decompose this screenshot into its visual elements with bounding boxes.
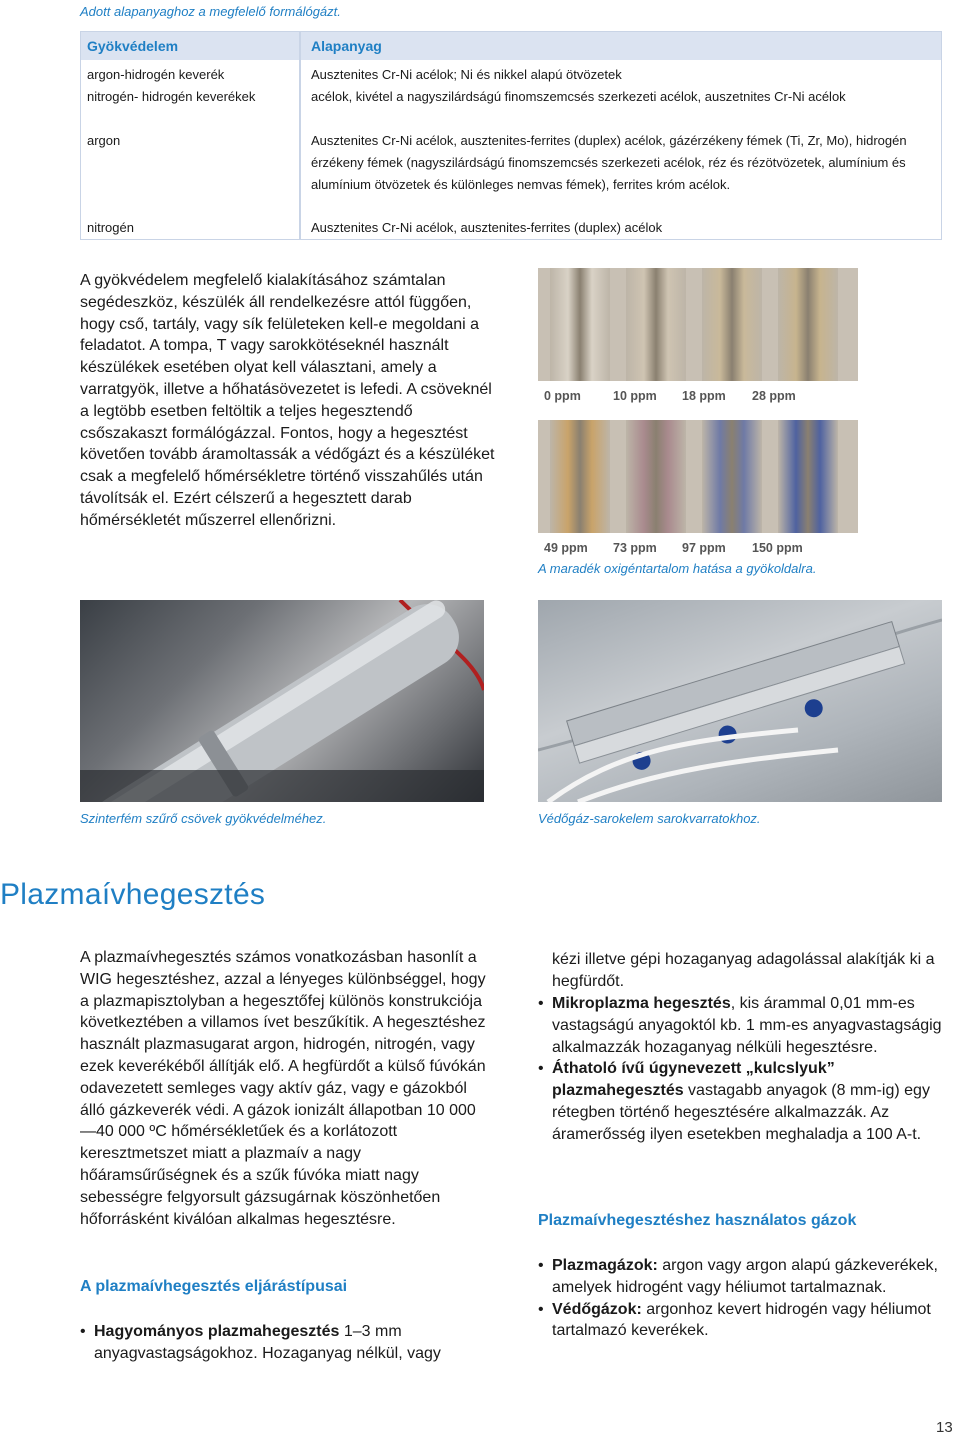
- table-row-material: Ausztenites Cr-Ni acélok, ausztenites-ferrites (duplex) acélok, gázérzékeny fémek (Ti, Zr, Mo), hidrogén érzékeny fémek (nagyszilárdságú finomszemcsés szerkezeti acélok, réz és rézötvözetek, alumínium és alumínium ötvözetek és különleges nemvas fémek), ferrites króm acélok.: [311, 133, 907, 192]
- sintered-pipe-photo: [80, 600, 484, 802]
- weld-strip: [778, 268, 838, 381]
- list-item-term: Védőgázok:: [552, 1300, 642, 1318]
- ppm-label: 0 ppm: [544, 389, 581, 403]
- table-row-material: Ausztenites Cr-Ni acélok; Ni és nikkel alapú ötvözetek: [311, 67, 622, 82]
- table-row-gas: argon-hidrogén keverék: [87, 67, 225, 82]
- ppm-figure-caption: A maradék oxigéntartalom hatása a gyökoldalra.: [538, 561, 817, 576]
- pipe-illustration: [80, 600, 484, 802]
- list-item-term: Plazmagázok:: [552, 1257, 658, 1274]
- bullet-icon: •: [538, 1300, 544, 1318]
- table-row-gas: nitrogén- hidrogén keverékek: [87, 89, 256, 104]
- pipe-photo-caption: Szinterfém szűrő csövek gyökvédelméhez.: [80, 811, 327, 826]
- weld-strip: [550, 268, 610, 381]
- bullet-icon: •: [538, 1060, 544, 1078]
- weld-strip: [702, 268, 762, 381]
- table-row-gas: argon: [87, 133, 121, 148]
- process-types-heading: A plazmaívhegesztés eljárástípusai: [80, 1278, 348, 1295]
- ppm-label: 28 ppm: [752, 389, 796, 403]
- page-number: 13: [936, 1419, 953, 1436]
- weld-strip: [550, 420, 610, 533]
- header-gyokvedelem: Gyökvédelem: [87, 38, 179, 54]
- intro-caption: Adott alapanyaghoz a megfelelő formálógázt.: [80, 4, 341, 19]
- gases-heading: Plazmaívhegesztéshez használatos gázok: [538, 1212, 857, 1229]
- weld-strip: [778, 420, 838, 533]
- bullet-icon: •: [80, 1323, 86, 1340]
- list-item-text: argonhoz kevert hidrogén vagy héliumot tartalmazó keverékek.: [552, 1300, 931, 1340]
- table-column-divider: [299, 32, 301, 239]
- root-protection-paragraph: A gyökvédelem megfelelő kialakításához számtalan segédeszköz, készülék áll rendelkezésre attól függően, hogy cső, tartály, vagy sík felületeken kell-e megoldani a feladatot. A tompa, T vagy sarokkötéseknél használt készülékek esetében olyat kell választani, amely a varratgyök, illetve a hőhatásövezetet is lefedi. A csöveknél a legtöbb esetben feltöltik a teljes hegesztendő csőszakaszt formálógázzal. Fontos, hogy a hegesztést követően tovább áramoltassák a védőgázt és a készüléket csak a megfelelő hőmérsékletre történő visszahűlés után távolítsák el. Ezért célszerű a hegesztett darab hőmérsékletét műszerrel ellenőrizni.: [80, 272, 495, 529]
- table-header-band: [81, 32, 941, 60]
- list-item-term: Mikroplazma hegesztés: [552, 995, 731, 1012]
- ppm-label: 10 ppm: [613, 389, 657, 403]
- weld-strip: [702, 420, 762, 533]
- plasma-intro-paragraph: A plazmaívhegesztés számos vonatkozásban hasonlít a WIG hegesztéshez, azzal a lényeges különbséggel, hogy a plazmapisztolyban a hegesztőfej különös konstrukciója következtében a villamos ívet beszűkítik. A hegesztéshez használt plazmasugarat argon, hidrogén, nitrogén, vagy ezek keverékéből állítják elő. A hegfürdőt a külső fúvókán odavezetett semleges vagy aktív gáz, vagy e gázokból álló gázkeverék védi. A gázok ionizált állapotban 10 000—40 000 ºC hőmérsékletűek és a korlátozott keresztmetszet miatt a plazmaív a nagy hőáramsűrűségnek és a szűk fúvóka miatt nagy sebességre felgyorsult gázsugárnak köszönhetően hőforrásként kiválóan alkalmas hegesztésre.: [80, 949, 486, 1228]
- section-title: Plazmaívhegesztés: [0, 878, 266, 911]
- top-sample-photo: [538, 268, 858, 381]
- table-row-material: acélok, kivétel a nagyszilárdságú finomszemcsés szerkezeti acélok, auszetnites Cr-Ni acélok: [311, 89, 846, 104]
- weld-strip: [626, 268, 686, 381]
- oxygen-ppm-figure: [538, 268, 858, 558]
- manifold-illustration: [538, 600, 942, 802]
- ppm-label: 49 ppm: [544, 541, 588, 555]
- header-alapanyag: Alapanyag: [311, 38, 382, 54]
- list-item-text: argon vagy argon alapú gázkeverékek, amelyek hidrogént vagy héliumot tartalmaznak.: [552, 1257, 938, 1296]
- shielding-manifold-photo: [538, 600, 942, 802]
- gas-table: [80, 31, 942, 240]
- bottom-sample-photo: [538, 420, 858, 533]
- list-item: [80, 1321, 490, 1365]
- list-item-text: , kis árammal 0,01 mm-es vastagságú anyagoktól kb. 1 mm-es anyagvastagságig alkalmazzák hozaganyag nélküli hegesztésre.: [552, 995, 942, 1056]
- ppm-label: 97 ppm: [682, 541, 726, 555]
- bullet-icon: •: [538, 1257, 544, 1274]
- process-types-list: [80, 1321, 490, 1365]
- list-item-term: Hagyományos plazmahegesztés: [94, 1323, 340, 1340]
- weld-strip: [626, 420, 686, 533]
- list-item-term: Áthatoló ívű úgynevezett „kulcslyuk” plazmahegesztés: [552, 1060, 835, 1100]
- table-row-material: Ausztenites Cr-Ni acélok, ausztenites-ferrites (duplex) acélok: [311, 220, 663, 235]
- list-item: [538, 1255, 948, 1299]
- table-row-gas: nitrogén: [87, 220, 134, 235]
- bullet-icon: •: [538, 995, 544, 1012]
- process-types-continuation: kézi illetve gépi hozaganyag adagolással alakítják ki a hegfürdőt.: [552, 951, 935, 990]
- ppm-label: 73 ppm: [613, 541, 657, 555]
- manifold-photo-caption: Védőgáz-sarokelem sarokvarratokhoz.: [538, 811, 761, 826]
- list-item-text: vastagabb anyagok (8 mm-ig) egy rétegben történő hegesztésére alkalmazzák. Az áramerősség ilyen esetekben meghaladja a 100 A-t.: [552, 1082, 930, 1143]
- process-types-list-continued: [538, 993, 948, 1146]
- list-item: [538, 993, 948, 1058]
- ppm-label: 18 ppm: [682, 389, 726, 403]
- gases-list: [538, 1255, 948, 1342]
- list-item: [538, 1299, 948, 1343]
- list-item: [538, 1058, 948, 1145]
- ppm-label: 150 ppm: [752, 541, 803, 555]
- list-item-text: 1–3 mm anyagvastagságokhoz. Hozaganyag nélkül, vagy: [94, 1323, 441, 1362]
